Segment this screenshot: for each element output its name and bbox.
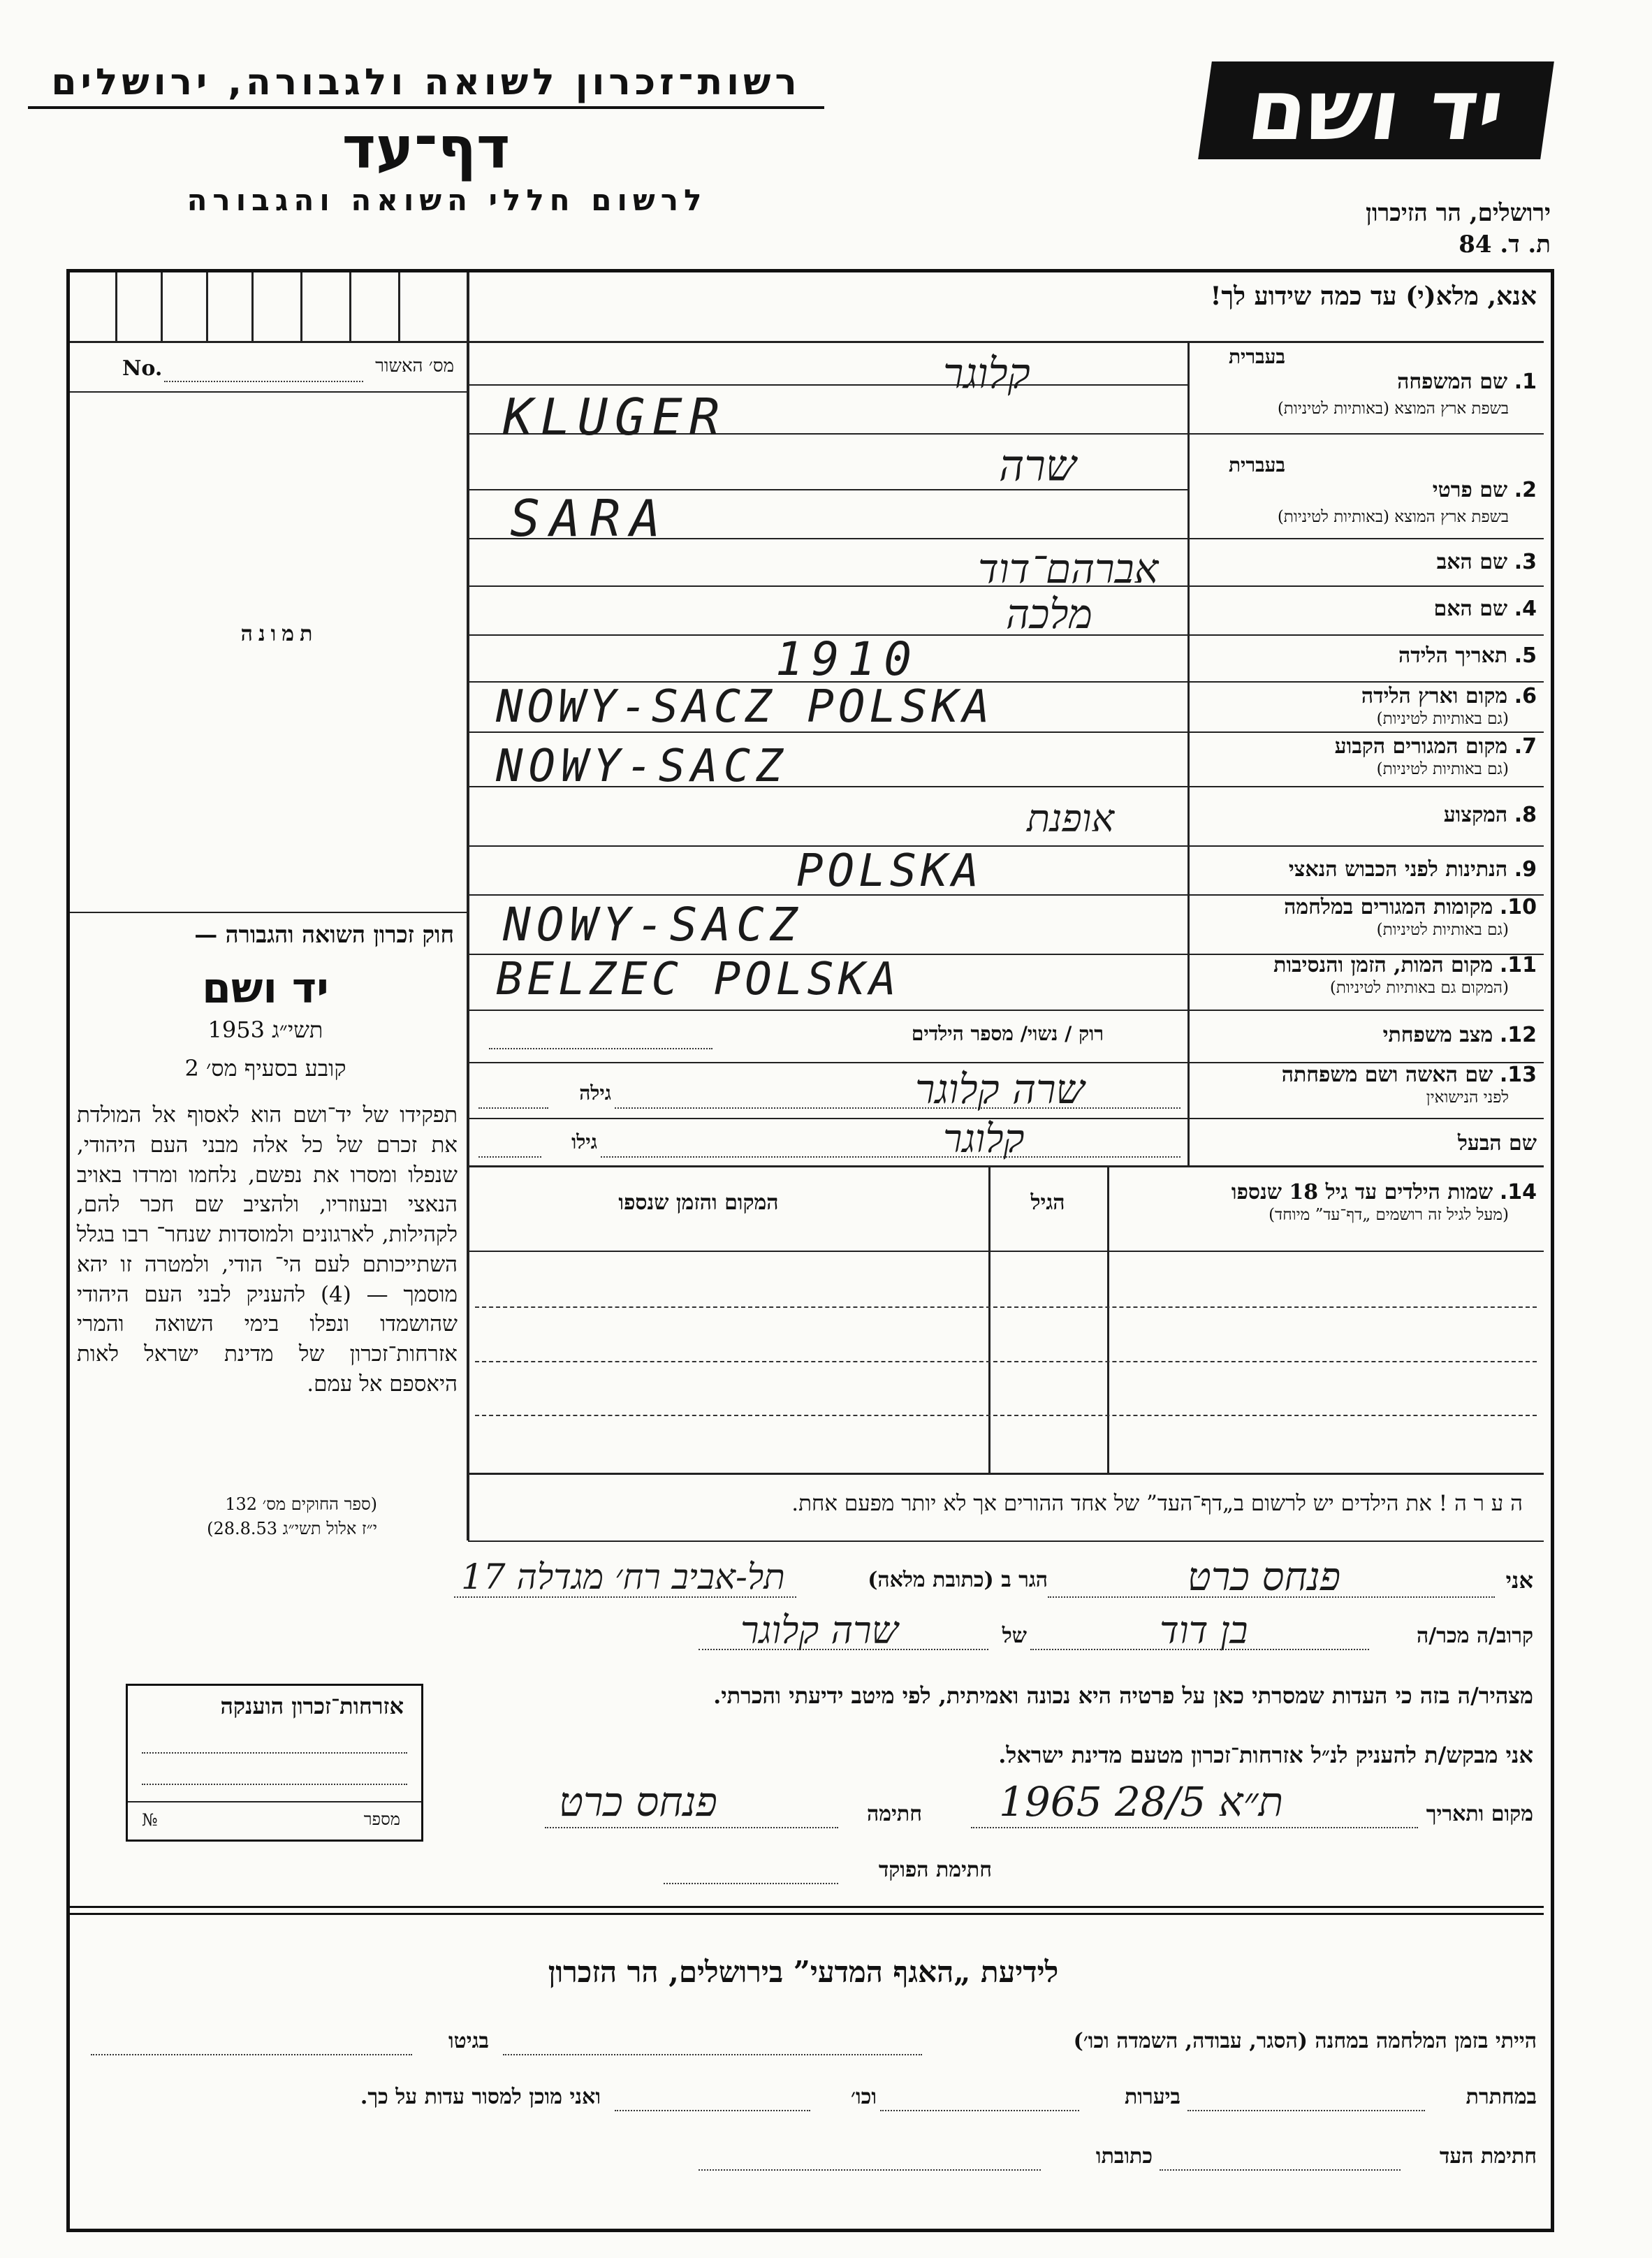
value-residence: NOWY-SACZ [496, 741, 789, 792]
permit-row [70, 353, 461, 388]
field-label-text: שם האשה ושם משפחתה [1281, 1063, 1493, 1087]
value-wife-name: שרה קלוגר [915, 1065, 1085, 1113]
footer-line2-b: ביערות [1124, 2085, 1180, 2109]
decl-place-date: ת״א 28/5 1965 [999, 1778, 1283, 1826]
field-label [1444, 803, 1537, 826]
field-sub-bottom: (גם באותיות לטיניות) [1376, 710, 1509, 728]
instruction: אנא, מלא(י) עד כמה שידוע לך! [1210, 282, 1537, 311]
field-row [1191, 954, 1537, 1003]
field-row [1191, 1017, 1537, 1065]
footer-line2-d: ואני מוכן למסור עדות על כך. [360, 2085, 601, 2109]
photo-label: תמונה [240, 622, 319, 646]
law-date: י״ז אלול תשי״ג 28.8.53) [207, 1519, 377, 1538]
footer-line2-c: וכו׳ [851, 2085, 877, 2109]
page-subtitle: לרשום חללי השואה והגבורה [187, 183, 708, 217]
value-birth-date: 1910 [775, 632, 920, 686]
field-label [1437, 551, 1537, 574]
note: ה ע ר ה ! את הילדים יש לרשום ב„דף־העד” של אחד ההורים אך לא יותר מפעם אחת. [791, 1491, 1523, 1516]
field-row [1191, 685, 1537, 734]
field-label [1397, 370, 1537, 393]
value-family-latin: KLUGER [503, 388, 727, 446]
field-label-text: מצב משפחתי [1382, 1023, 1493, 1047]
value-birth-place: NOWY-SACZ POLSKA [496, 681, 994, 733]
marital-options: רוק / נשוי/ מספר הילדים [911, 1022, 1104, 1045]
field-label-text: שם האם [1433, 597, 1508, 621]
permit-no: No. [122, 356, 163, 381]
value-mother: מלכה [1006, 590, 1092, 638]
field-row [1191, 637, 1537, 686]
value-family-he: קלוגר [943, 349, 1030, 398]
law-clause: קובע בסעיף מס׳ 2 [184, 1055, 346, 1081]
value-first-he: שרה [999, 440, 1076, 491]
field-sub-top: בעברית [1228, 453, 1285, 476]
decl-officer-label: חתימת הפוקד [878, 1858, 992, 1882]
field-label-text: מקום המגורים הקבוע [1334, 734, 1508, 759]
decl-i-value: פנחס כרט [1187, 1554, 1341, 1600]
field-number: 3. [1514, 550, 1537, 574]
decl-address: תל-אביב רח׳ מגדלה 17 [461, 1557, 785, 1597]
field-label-text: שמות הילדים עד גיל 18 שנספו [1231, 1180, 1493, 1204]
field-number: 6. [1514, 684, 1537, 708]
field-label-text: שם פרטי [1432, 478, 1508, 502]
law-ref: (ספר החוקים מס׳ 132 [225, 1494, 377, 1514]
field-row [1114, 1181, 1537, 1230]
field-row [1191, 896, 1537, 945]
col-age: הגיל [1030, 1190, 1065, 1215]
decl-i-label: אני [1505, 1567, 1533, 1594]
field-number: 4. [1514, 597, 1537, 621]
field-label-text: מקומות המגורים במלחמה [1284, 895, 1493, 919]
field-number: 1. [1514, 370, 1537, 394]
header-rule [28, 106, 824, 109]
decl-relative: בן דוד [1160, 1608, 1248, 1652]
pobox: ת. ד. 84 [1459, 231, 1551, 258]
field-row [1191, 453, 1537, 526]
field-row [1191, 796, 1537, 845]
field-row [1191, 345, 1537, 418]
decl-request: אני מבקש/ת להעניק לנ״ל אזרחות־זכרון מטעם מדינת ישראל. [998, 1742, 1533, 1768]
decl-place-date-label: מקום ותאריך [1426, 1802, 1533, 1826]
field-sub-bottom: בשפת ארץ המוצא (באותיות לטיניות) [1277, 508, 1509, 526]
permit-label: מס׳ האשור [375, 356, 454, 377]
field-label [1335, 735, 1537, 758]
footer-line1-b: בגיטו [448, 2029, 489, 2053]
citizenship-box-title: אזרחות־זכרון הוענקה [220, 1693, 404, 1719]
field-label [1434, 597, 1537, 620]
field-sub-bottom: לפני הנישואין [1426, 1088, 1509, 1107]
field-row [1191, 1063, 1537, 1112]
citizenship-no-label: מספר [363, 1809, 400, 1829]
yad-vashem-logo [1198, 61, 1554, 159]
field-sub-bottom: בשפת ארץ המוצא (באותיות לטיניות) [1277, 400, 1509, 418]
field-sub-bottom: (גם באותיות לטיניות) [1376, 921, 1509, 939]
field-number: 8. [1514, 803, 1537, 827]
footer-line3-a: חתימת העד [1439, 2144, 1537, 2169]
value-husband-name: קלוגר [943, 1116, 1025, 1162]
field-number: 13. [1499, 1063, 1537, 1087]
field-label [1289, 858, 1537, 881]
citizenship-box [126, 1684, 423, 1842]
decl-signature-label: חתימה [867, 1802, 922, 1826]
field-label-text: שם הבעל [1457, 1131, 1537, 1156]
top-grid [70, 272, 468, 341]
page-title: דף־עד [342, 115, 511, 182]
field-sub-bottom: (גם באותיות לטיניות) [1376, 760, 1509, 778]
field-number: 2. [1514, 478, 1537, 502]
footer-line2-a: במחתרת [1465, 2085, 1537, 2109]
field-label [1273, 954, 1537, 977]
decl-of-label: של [1002, 1624, 1027, 1648]
decl-relative-label: קרוב/ה מכר/ה [1417, 1624, 1533, 1648]
value-wartime-places: NOWY-SACZ [503, 898, 803, 952]
field-label [1361, 685, 1537, 708]
field-label [1433, 479, 1537, 502]
authority-line: רשות־זכרון לשואה ולגבורה, ירושלים [51, 61, 801, 103]
law-year: תשי״ג 1953 [207, 1017, 323, 1043]
decl-living-label: הגר ב (כתובת מלאה) [868, 1568, 1048, 1592]
field-number: 11. [1499, 953, 1537, 977]
field-label-text: תאריך הלידה [1398, 643, 1508, 668]
law-name: יד ושם [202, 964, 329, 1013]
footer-line3-b: כתובתו [1095, 2144, 1153, 2169]
field-row [1191, 735, 1537, 784]
col-place: המקום והזמן שנספו [618, 1190, 779, 1215]
value-father: אברהם־דוד [978, 545, 1159, 592]
value-profession: אופנת [1027, 796, 1115, 840]
footer-line1-a: הייתי בזמן המלחמה במחנה (הסגר, עבודה, השמדה וכו׳) [1073, 2029, 1537, 2053]
field-label-text: המקצוע [1443, 803, 1508, 827]
value-first-latin: SARA [510, 489, 671, 548]
value-death-place: BELZEC POLSKA [496, 954, 900, 1005]
field-number: 9. [1514, 857, 1537, 882]
field-number: 14. [1499, 1180, 1537, 1204]
field-label-text: שם המשפחה [1397, 370, 1508, 394]
field-number: 12. [1499, 1023, 1537, 1047]
field-label [1398, 644, 1537, 667]
footer-title: לידיעת „האגף המדעי” בירושלים, הר הזכרון [548, 1955, 1059, 1989]
field-sub-top: בעברית [1228, 345, 1285, 368]
field-label [1284, 896, 1537, 919]
logo-text: יד ושם [1242, 61, 1510, 159]
law-title: חוק זכרון השואה והגבורה — [194, 921, 454, 948]
field-label [1231, 1181, 1537, 1204]
decl-of-value: שרה קלוגר [740, 1608, 898, 1652]
decl-signature: פנחס כרט [559, 1778, 717, 1826]
field-label-text: מקום המות, הזמן והנסיבות [1273, 953, 1493, 977]
field-row [1191, 851, 1537, 900]
field-sub-bottom: (מעל לגיל זה רושמים „דף־עד” מיוחד) [1269, 1206, 1509, 1224]
field-number: 7. [1514, 734, 1537, 759]
field-label-text: הנתינות לפני הכבוש הנאצי [1288, 857, 1508, 882]
age-label-m: גילו [571, 1130, 597, 1153]
law-text: תפקידו של יד־ושם הוא לאסוף אל המולדת את זכרם של כל אלה מבני העם היהודי, שנפלו ומסרו את נפשם, נלחמו ומרדו באויב הנאצי ובעוזריו, ולהציב שם חכר להם, לקהילות, לארגונים ולמוסדות שנחר־ רבו בגלל השתייכותם לעם הי־ הודי, ולמטרה זו יהא מוסמך — (4) להעניק לבני העם היהודי שהושמדו ונפלו בימי השואה והמרי אזרחות־זכרון של מדינת ישראל לאות היאספם אל עמם. [77, 1102, 458, 1397]
field-number: 10. [1499, 895, 1537, 919]
address: ירושלים, הר הזיכרון [1366, 199, 1551, 227]
field-number: 5. [1514, 643, 1537, 668]
field-label-text: מקום וארץ הלידה [1361, 684, 1508, 708]
field-row [1191, 590, 1537, 639]
field-label [1282, 1063, 1537, 1086]
citizenship-no-sym: № [142, 1810, 158, 1830]
value-nationality: POLSKA [796, 845, 984, 897]
age-label-f: גילה [579, 1081, 611, 1105]
field-label [1383, 1024, 1537, 1047]
field-label [1458, 1132, 1537, 1155]
field-sub-bottom: (המקום גם באותיות לטיניות) [1329, 979, 1509, 997]
decl-statement: מצהיר/ה בזה כי העדות שמסרתי כאן על פרטיה היא נכונה ואמיתית, לפי מיטב ידיעתי והכרתי. [713, 1682, 1533, 1709]
field-label-text: שם האב [1436, 550, 1508, 574]
